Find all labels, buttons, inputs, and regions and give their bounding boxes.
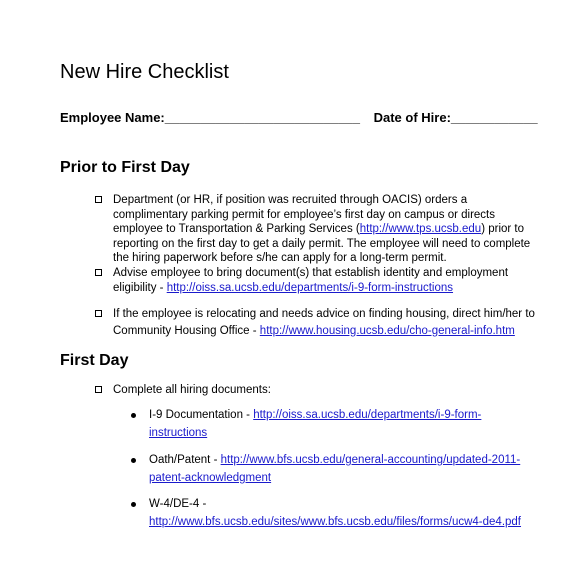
oath-patent-link[interactable]: http://www.bfs.ucsb.edu/general-accounting/updated-2011-: [220, 454, 521, 466]
i9-documentation-link[interactable]: http://oiss.sa.ucsb.edu/departments/i-9-form-: [253, 409, 482, 421]
tps-link[interactable]: http://www.tps.ucsb.edu: [359, 223, 482, 235]
checklist-item-text: If the employee is relocating and needs advice on finding housing, direct him/her to Community Housing Office - http://www.housing.ucsb.edu/cho-general-info.htm: [113, 308, 535, 337]
checkbox-icon[interactable]: [95, 310, 102, 317]
employee-name-field: Employee Name:___________________________: [60, 110, 360, 125]
bullet-icon: [131, 458, 136, 463]
header-fields: [60, 109, 538, 127]
checkbox-icon[interactable]: [95, 196, 102, 203]
i9-instructions-link[interactable]: http://oiss.sa.ucsb.edu/departments/i-9-form-instructions: [166, 281, 454, 294]
i9-documentation-link-cont[interactable]: instructions: [149, 426, 208, 439]
housing-link[interactable]: http://www.housing.ucsb.edu/cho-general-info.htm: [259, 324, 515, 337]
bullet-icon: [131, 413, 136, 418]
bullet-icon: [131, 502, 136, 507]
date-of-hire-field: Date of Hire:____________: [373, 110, 538, 125]
checkbox-icon[interactable]: [95, 386, 102, 393]
checklist-item-text: Advise employee to bring document(s) that establish identity and employment eligibility - http://oiss.sa.ucsb.edu/departments/i-9-form-instructions: [113, 267, 509, 294]
section-heading-first-day: First Day: [60, 352, 129, 369]
checklist-item-text: Complete all hiring documents:: [113, 384, 271, 396]
w4-de4-link-cont[interactable]: http://www.bfs.ucsb.edu/sites/www.bfs.ucsb.edu/files/forms/ucw4-de4.pdf: [149, 515, 522, 528]
checkbox-icon[interactable]: [95, 269, 102, 276]
document-page: New Hire Checklist Employee Name:___________________________ Date of Hire:____________ Prior to First Day Department (or HR, if position was recruited through OACIS) orders a complimentary parking permit for employee’s first day on campus or directs employee to Transportation & Parking Services (http://www.tps.ucsb.edu) prior to reporting on the first day to get a daily permit. The employee will need to complete the hiring paperwork before s/he can apply for a long-term permit. Advise employee to bring document(s) that establish identity and employment eligibility - http://oiss.sa.ucsb.edu/departments/i-9-form-instructions If the employee is relocating and needs advice on finding housing, direct him/her to Community Housing Office - http://www.housing.ucsb.edu/cho-general-info.htm First Day Complete all hiring documents: I-9 Documentation - http://oiss.sa.ucsb.edu/departments/i-9-form- instructions Oath/Patent - http://www.bfs.ucsb.edu/general-accounting/updated-2011- patent-acknowledgment W-4/DE-4 - http://www.bfs.ucsb.edu/sites/www.bfs.ucsb.edu/files/forms/ucw4-de4.pdf: [60, 61, 538, 528]
oath-patent-link-cont[interactable]: patent-acknowledgment: [149, 471, 272, 484]
section-heading-prior-to-first-day: Prior to First Day: [60, 159, 190, 176]
page-title: New Hire Checklist: [60, 61, 229, 83]
checklist-item-text: Department (or HR, if position was recruited through OACIS) orders a complimentary parking permit for employee’s first day on campus or directs employee to Transportation & Parking Services (http://www.tps.ucsb.edu) prior to reporting on the first day to get a daily permit. The employee will need to complete the hiring paperwork before s/he can apply for a long-term permit.: [113, 194, 531, 264]
